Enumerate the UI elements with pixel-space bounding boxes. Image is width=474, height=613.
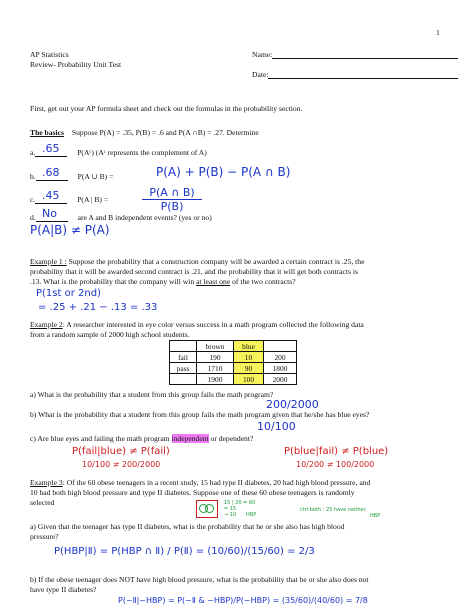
table-cell: 100 — [234, 374, 264, 385]
item-question: P(A ∪ B) = — [77, 172, 114, 181]
table-row — [170, 374, 297, 385]
example3-question-a2: pressure? — [30, 532, 59, 541]
date-field[interactable] — [252, 70, 458, 79]
item-question: P(A | B) = — [77, 195, 109, 204]
table-cell — [170, 374, 197, 385]
table-cell: 1710 — [197, 363, 234, 374]
work-c-denominator: P(B) — [160, 200, 184, 213]
example1-line3: .13. What is the probability that the company will win at least one of the two contracts? — [30, 277, 296, 286]
item-question: P(Aᶜ) (Aᶜ represents the complement of A) — [77, 148, 207, 157]
table-cell — [170, 341, 197, 352]
name-field[interactable] — [252, 50, 458, 59]
example2-work-c-left2: 10/100 ≠ 200/2000 — [82, 460, 161, 469]
example1-label: Example 1 : — [30, 257, 67, 266]
date-blank[interactable] — [268, 71, 458, 79]
example2-line1: Example 2: A researcher interested in eye color versus success in a math program collected the following data — [30, 320, 364, 329]
example2-question-a: a) What is the probability that a student from this group fails the math program? — [30, 390, 274, 399]
example3-work-a: P(HBP|Ⅱ) = P(HBP ∩ Ⅱ) / P(Ⅱ) = (10/60)/(15/60) = 2/3 — [54, 546, 315, 557]
venn-note-6: HBP — [370, 513, 381, 519]
example2-line2: from a random sample of 2000 high school students. — [30, 330, 190, 339]
item-letter: a. — [30, 148, 36, 157]
answer-c-handwritten: .45 — [42, 189, 60, 202]
item-letter: d. — [30, 213, 36, 222]
example3-question-b2: have type II diabetes? — [30, 585, 97, 594]
basics-section — [30, 128, 259, 137]
example3-line3: selected — [30, 498, 55, 507]
example2-label: Example 2 — [30, 320, 63, 329]
item-letter: c. — [30, 195, 36, 204]
name-label: Name: — [252, 50, 273, 59]
example2-work-b: 10/100 — [257, 420, 296, 433]
course-title: AP Statistics — [30, 50, 69, 59]
basics-title: The basics — [30, 128, 64, 137]
answer-b-handwritten: .68 — [42, 166, 60, 179]
venn-note-1: 15 | 20 = 60 — [224, 500, 256, 506]
table-cell: fail — [170, 352, 197, 363]
contingency-table — [169, 340, 297, 385]
table-cell: 90 — [234, 363, 264, 374]
example2-work-c-left: P(fail|blue) ≠ P(fail) — [72, 446, 170, 457]
example1-work-2: = .25 + .21 − .13 = .33 — [38, 302, 158, 313]
intro-text: First, get out your AP formula sheet and check out the formulas in the probability section. — [30, 104, 303, 113]
table-cell: 190 — [197, 352, 234, 363]
example2-work-c-right: P(blue|fail) ≠ P(blue) — [284, 446, 389, 457]
basics-given: Suppose P(A) = .35, P(B) = .6 and P(A ∩B) = .27. Determine — [71, 128, 259, 137]
table-cell: 1900 — [197, 374, 234, 385]
item-question: are A and B independent events? (yes or no) — [77, 213, 212, 222]
table-header-brown: brown — [197, 341, 234, 352]
worksheet-subtitle: Review- Probability Unit Test — [30, 60, 122, 69]
example1-work-1: P(1st or 2nd) — [36, 288, 101, 299]
venn-sketch-box — [196, 500, 218, 518]
page-number: 1 — [436, 28, 440, 37]
table-cell: 200 — [264, 352, 297, 363]
table-cell: 10 — [234, 352, 264, 363]
table-cell: 1800 — [264, 363, 297, 374]
example2-work-a: 200/2000 — [266, 398, 319, 411]
example3-work-b: P(~Ⅱ|~HBP) = P(~Ⅱ & ~HBP)/P(~HBP) = (35/60)/(40/60) = 7/8 — [118, 596, 368, 605]
table-header-blue: blue — [234, 341, 264, 352]
name-blank[interactable] — [272, 51, 458, 59]
example3-question-a1: a) Given that the teenager has type II diabetes, what is the probability that he or she also has high blood — [30, 522, 345, 531]
venn-note-3: → 10 — [224, 512, 237, 518]
table-cell: 2000 — [264, 374, 297, 385]
example3-line1: Example 3: Of the 60 obese teenagers in a recent study, 15 had type II diabetes, 20 had high blood pressure, and — [30, 478, 371, 487]
work-b-handwritten: P(A) + P(B) − P(A ∩ B) — [156, 165, 291, 179]
basics-item-d — [30, 213, 212, 222]
example3-label: Example 3 — [30, 478, 63, 487]
example3-question-b1: b) If the obese teenager does NOT have high blood pressure, what is the probability that he or she also does not — [30, 575, 369, 584]
venn-circle-right — [205, 504, 214, 513]
item-letter: b. — [30, 172, 36, 181]
answer-d-handwritten: No — [42, 207, 57, 220]
venn-note-5: ctrl both : 25 have neither — [300, 507, 366, 513]
example2-question-b: b) What is the probability that a student from this group fails the math program given that he/she has blue eyes? — [30, 410, 370, 419]
example3-line2: 10 had both high blood pressure and type II diabetes. Suppose one of these 60 obese teenagers is randomly — [30, 488, 355, 497]
table-cell — [264, 341, 297, 352]
table-header-row — [170, 341, 297, 352]
highlighted-answer: independent — [171, 434, 209, 443]
example2-work-c-right2: 10/200 ≠ 100/2000 — [296, 460, 375, 469]
venn-note-2: = 15 — [224, 506, 237, 512]
work-c-numerator: P(A ∩ B) — [149, 186, 195, 199]
date-label: Date: — [252, 70, 269, 79]
table-row — [170, 352, 297, 363]
answer-a-handwritten: .65 — [42, 142, 60, 155]
work-d-handwritten: P(A|B) ≠ P(A) — [30, 223, 110, 237]
example1-line1: Example 1 : Suppose the probability that a construction company will be awarded a certain contract is .25, the — [30, 257, 365, 266]
table-cell: pass — [170, 363, 197, 374]
example1-line2: probability that it will be awarded second contract is .21, and the probability that it will get both contracts is — [30, 267, 358, 276]
table-row — [170, 363, 297, 374]
example2-question-c: c) Are blue eyes and failing the math program independent or dependent? — [30, 434, 254, 443]
venn-note-4: HBP — [246, 512, 257, 518]
